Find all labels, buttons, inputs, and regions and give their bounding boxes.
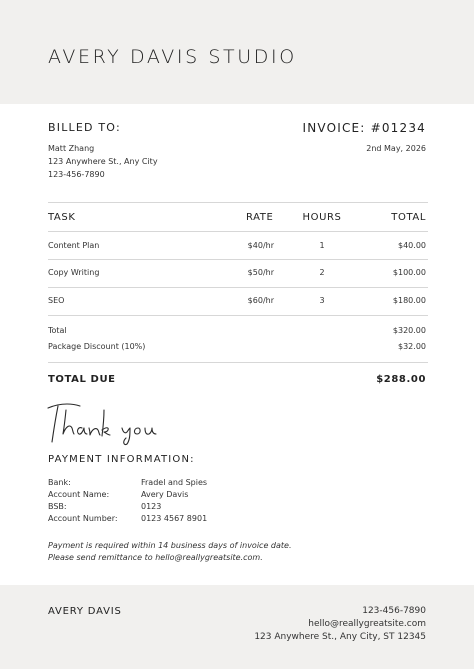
payment-bsb-label: BSB:	[48, 502, 67, 511]
row-3-total: $180.00	[392, 296, 426, 305]
table-header-rule	[48, 231, 428, 232]
discount-value: $32.00	[398, 342, 426, 351]
row-1-hours: 1	[319, 241, 325, 250]
payment-note-2: Please send remittance to hello@reallygreatsite.com.	[48, 553, 263, 562]
row-1-total: $40.00	[398, 241, 426, 250]
client-address: 123 Anywhere St., Any City	[48, 157, 158, 166]
row-divider	[48, 315, 428, 316]
total-due-value: $288.00	[376, 374, 426, 385]
row-1-rate: $40/hr	[247, 241, 274, 250]
row-2-task: Copy Writing	[48, 268, 100, 277]
header-rate: RATE	[246, 212, 274, 223]
footer-email: hello@reallygreatsite.com	[308, 619, 426, 629]
footer-name: AVERY DAVIS	[48, 606, 122, 617]
total-due-label: TOTAL DUE	[48, 374, 116, 385]
row-divider	[48, 287, 428, 288]
billed-to-label: BILLED TO:	[48, 121, 121, 134]
row-3-hours: 3	[319, 296, 325, 305]
thank-you-signature	[44, 398, 174, 446]
row-2-hours: 2	[319, 268, 325, 277]
invoice-number: INVOICE: #01234	[302, 121, 426, 135]
payment-account-name-value: Avery Davis	[141, 490, 189, 499]
payment-account-number-label: Account Number:	[48, 514, 118, 523]
footer-address: 123 Anywhere St., Any City, ST 12345	[254, 632, 426, 642]
header-total: TOTAL	[391, 212, 426, 223]
payment-account-number-value: 0123 4567 8901	[141, 514, 208, 523]
payment-title: PAYMENT INFORMATION:	[48, 454, 195, 465]
summary-rule	[48, 362, 428, 363]
row-1-task: Content Plan	[48, 241, 100, 250]
header-task: TASK	[48, 212, 76, 223]
discount-label: Package Discount (10%)	[48, 342, 146, 351]
total-label: Total	[48, 326, 67, 335]
header-hours: HOURS	[302, 212, 342, 223]
studio-name: AVERY DAVIS STUDIO	[48, 46, 297, 68]
row-3-task: SEO	[48, 296, 65, 305]
payment-bank-value: Fradel and Spies	[141, 478, 208, 487]
row-2-total: $100.00	[392, 268, 426, 277]
table-top-rule	[48, 202, 428, 203]
payment-bank-label: Bank:	[48, 478, 71, 487]
invoice-date: 2nd May, 2026	[366, 144, 426, 153]
client-name: Matt Zhang	[48, 144, 95, 153]
footer-phone: 123-456-7890	[362, 606, 426, 616]
row-2-rate: $50/hr	[247, 268, 274, 277]
client-phone: 123-456-7890	[48, 170, 105, 179]
payment-account-name-label: Account Name:	[48, 490, 110, 499]
payment-bsb-value: 0123	[141, 502, 162, 511]
row-divider	[48, 259, 428, 260]
total-value: $320.00	[392, 326, 426, 335]
payment-note-1: Payment is required within 14 business days of invoice date.	[48, 541, 292, 550]
row-3-rate: $60/hr	[247, 296, 274, 305]
